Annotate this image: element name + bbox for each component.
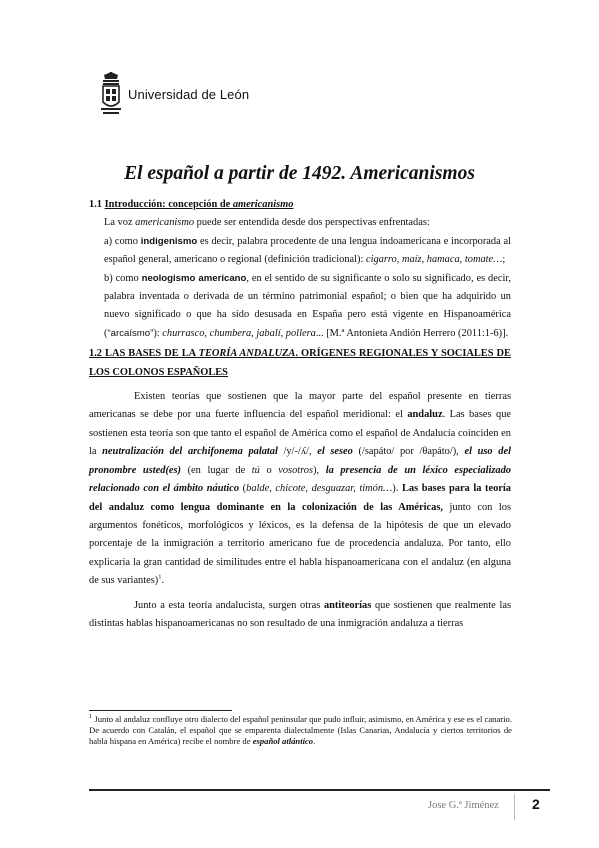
text: ; xyxy=(502,254,506,266)
paragraph-intro xyxy=(89,214,511,232)
footnote xyxy=(89,714,512,748)
feature: la presencia de un léxico especializado relacionado con el ámbito náutico xyxy=(89,464,511,495)
text: (/sapáto/ por /θapáto/), xyxy=(352,446,465,458)
text: junto con los argumentos fonéticos, morfológicos y léxicos, es la defensa de la hipótesis de que un elevado porcentaje de la inmigración a territorio americano fue de procedencia andaluza. Por tanto, ello explicaría la gran cantidad de similitudes entre el habla hispanoamericana con el andaluz (en alguna de sus variantes) xyxy=(89,501,511,587)
term: vosotros xyxy=(278,464,314,476)
heading-text: Introducción: concepción de xyxy=(104,199,233,210)
text: /y/-/ʎ/, xyxy=(277,446,318,458)
term: tú xyxy=(251,464,260,476)
university-logo xyxy=(100,72,249,116)
section-heading-1-2 xyxy=(89,345,511,382)
quoted-term: “arcaísmo” xyxy=(107,327,154,339)
footer-rule xyxy=(89,789,550,791)
document-title: El español a partir de 1492. Americanismos xyxy=(124,163,475,184)
text: ). xyxy=(392,483,402,495)
paragraph-option-b xyxy=(89,270,511,344)
footnote-marker: 1 xyxy=(89,713,93,721)
bold-statement: Las bases para la teoría del andaluz como lengua dominante en la colonización de las Américas, xyxy=(89,483,511,513)
examples: churrasco, chumbera, jabalí, pollera xyxy=(162,327,316,339)
text: es decir, palabra procedente de una lengua indoamericana e incorporada al español general, americano o regional (definición tradicional): xyxy=(104,235,512,266)
text: La voz xyxy=(104,217,136,229)
term-bold: antiteorías xyxy=(323,599,372,611)
text: ... [M.ª Antonieta Andión Herrero (2011:1-6)]. xyxy=(315,327,509,339)
section-heading-1-1 xyxy=(89,196,511,214)
crest-icon xyxy=(100,72,122,116)
text: ): xyxy=(153,327,163,339)
heading-text: . ORÍGENES REGIONALES Y SOCIALES DE LOS COLONOS ESPAÑOLES xyxy=(89,348,511,378)
footnote-text: . xyxy=(313,736,316,747)
heading-prefix: 1.1 xyxy=(89,199,105,210)
heading-underlined xyxy=(105,199,294,210)
paragraph-option-a xyxy=(89,233,511,270)
text: a) como xyxy=(104,235,141,247)
footer-divider xyxy=(514,794,515,820)
paragraph-antiteorias xyxy=(89,597,511,634)
heading-term: TEORÍA ANDALUZA xyxy=(198,348,296,360)
heading-text: 1.2 LAS BASES DE LA xyxy=(89,348,199,360)
footnote-text: Junto al andaluz confluye otro dialecto del español peninsular que pudo influir, asimismo, en América y ese es el canario. De acuerdo con Catalán, el español que se emparenta dialectalmente (Islas Canarias, Andalucía y ciertos territorios de habla hispana en América) recibe el nombre de xyxy=(89,714,512,747)
footnote-ref[interactable]: 1 xyxy=(158,573,162,581)
text: , en el sentido de su significante o solo su significado, es decir, palabra inventada o derivada de un término patrimonial español; o bien que ha adquirido un nuevo significado o que ha sido desusada en España pero está vigente en Hispanoamérica ( xyxy=(104,272,511,339)
text: puede ser entendida desde dos perspectivas enfrentadas: xyxy=(194,217,430,229)
examples: balde, chicote, desguazar, timón… xyxy=(246,483,393,495)
footer-author: Jose G.ª Jiménez xyxy=(428,800,499,811)
text: ( xyxy=(239,483,247,495)
text: b) como xyxy=(104,272,142,284)
text: . Las bases que sostienen esta teoría son que tanto el español de América como el español de Andalucía coinciden en la xyxy=(89,409,511,458)
document-body xyxy=(89,196,511,633)
term-bold: indigenismo xyxy=(140,235,198,247)
term-bold: andaluz xyxy=(407,409,443,421)
heading-term: americanismo xyxy=(232,199,294,210)
text: Junto a esta teoría andalucista, surgen otras xyxy=(134,599,324,611)
paragraph-andaluza xyxy=(89,388,511,590)
page-number: 2 xyxy=(532,796,540,812)
examples: cigarro, maíz, hamaca, tomate… xyxy=(365,254,503,266)
text: Existen teorías que sostienen que la mayor parte del español presente en tierras americanas se debe por una fuerte influencia del español meridional: el xyxy=(89,391,511,421)
footnote-term: español atlántico xyxy=(252,736,314,747)
text: que sostienen que realmente las distintas hablas hispanoamericanas no son resultado de una inmigración andaluza a tierras xyxy=(89,599,511,629)
text: o xyxy=(259,464,279,476)
footnote-separator xyxy=(89,710,232,711)
text: (en lugar de xyxy=(181,464,252,476)
feature: el seseo xyxy=(317,446,353,458)
logo-text: Universidad de León xyxy=(128,86,250,102)
text: ), xyxy=(313,464,326,476)
feature: el uso del pronombre usted(es) xyxy=(89,446,511,476)
term-bold: neologismo americano xyxy=(141,272,247,284)
feature: neutralización del archifonema palatal xyxy=(102,446,278,458)
text: . xyxy=(161,575,165,587)
term: americanismo xyxy=(135,217,195,229)
